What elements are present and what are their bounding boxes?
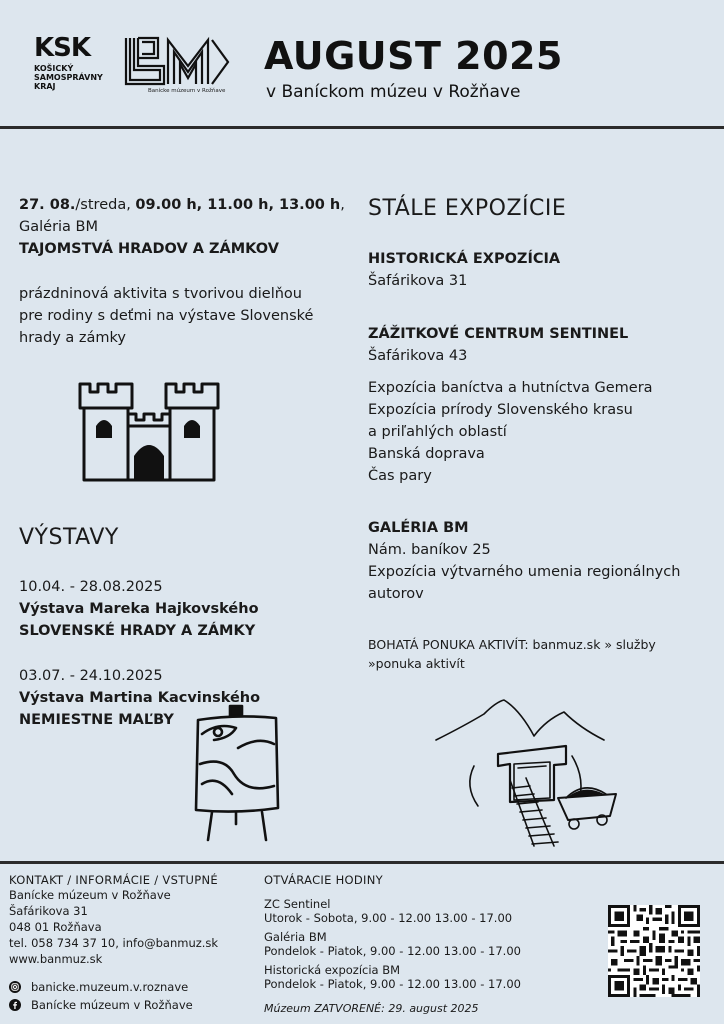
event-desc-2: pre rodiny s deťmi na výstave Slovenské xyxy=(19,308,314,324)
mine-icon xyxy=(434,696,618,852)
contact-line-2: Šafárikova 31 xyxy=(9,904,88,918)
gallery-address: Nám. baníkov 25 xyxy=(368,542,491,558)
hours-3-time: Pondelok - Piatok, 9.00 - 12.00 13.00 - 17.00 xyxy=(264,977,521,991)
painting-icon xyxy=(188,704,284,844)
closed-notice: Múzeum ZATVORENÉ: 29. august 2025 xyxy=(264,1002,479,1015)
offer-line-2[interactable]: »ponuka aktivít xyxy=(368,656,465,671)
sentinel-line-4: Banská doprava xyxy=(368,446,485,462)
exhibition-2-dates: 03.07. - 24.10.2025 xyxy=(19,668,163,684)
contact-line-4[interactable]: tel. 058 734 37 10, info@banmuz.sk xyxy=(9,936,219,950)
hours-1-time: Utorok - Sobota, 9.00 - 12.00 13.00 - 17.00 xyxy=(264,911,513,925)
permanent-heading: STÁLE EXPOZÍCIE xyxy=(368,196,567,221)
website-link[interactable]: www.banmuz.sk xyxy=(9,952,103,966)
hours-heading: OTVÁRACIE HODINY xyxy=(264,873,383,887)
event-place: Galéria BM xyxy=(19,219,99,235)
gallery-line-1: Expozícia výtvarného umenia regionálnych xyxy=(368,564,681,580)
exhibition-2-author: Výstava Martina Kacvinského xyxy=(19,690,261,706)
contact-line-3: 048 01 Rožňava xyxy=(9,920,102,934)
header-divider xyxy=(0,126,724,129)
sentinel-line-5: Čas pary xyxy=(368,468,432,484)
ksk-mark: KSK xyxy=(34,33,91,63)
hours-2-place: Galéria BM xyxy=(264,930,327,944)
gallery-line-2: autorov xyxy=(368,586,424,602)
contact-heading: KONTAKT / INFORMÁCIE / VSTUPNÉ xyxy=(9,873,218,887)
event-title: TAJOMSTVÁ HRADOV A ZÁMKOV xyxy=(19,241,279,257)
hours-2-time: Pondelok - Piatok, 9.00 - 12.00 13.00 - 17.00 xyxy=(264,944,521,958)
exhibition-1-author: Výstava Mareka Hajkovského xyxy=(19,601,259,617)
hours-1-place: ZC Sentinel xyxy=(264,897,331,911)
sentinel-line-3: a priľahlých oblastí xyxy=(368,424,507,440)
gallery-name: GALÉRIA BM xyxy=(368,520,469,536)
sentinel-line-2: Expozícia prírody Slovenského krasu xyxy=(368,402,633,418)
exhibition-1-name: SLOVENSKÉ HRADY A ZÁMKY xyxy=(19,623,256,639)
bm-logo xyxy=(124,36,230,96)
hours-3-place: Historická expozícia BM xyxy=(264,963,401,977)
historical-name: HISTORICKÁ EXPOZÍCIA xyxy=(368,251,561,267)
sentinel-line-1: Expozícia baníctva a hutníctva Gemera xyxy=(368,380,653,396)
event-desc-3: hrady a zámky xyxy=(19,330,127,346)
qr-code-icon[interactable] xyxy=(608,905,700,997)
castle-icon xyxy=(76,378,222,484)
exhibition-2-name: NEMIESTNE MAĽBY xyxy=(19,712,174,728)
event-desc-1: prázdninová aktivita s tvorivou dielňou xyxy=(19,286,302,302)
instagram-icon xyxy=(9,981,21,993)
instagram-link[interactable]: banicke.muzeum.v.roznave xyxy=(9,980,188,995)
offer-line-1[interactable]: BOHATÁ PONUKA AKTIVÍT: banmuz.sk » služby xyxy=(368,637,656,652)
page-subtitle: v Baníckom múzeu v Rožňave xyxy=(266,82,521,102)
facebook-icon xyxy=(9,999,21,1011)
footer-divider xyxy=(0,861,724,864)
sentinel-name: ZÁŽITKOVÉ CENTRUM SENTINEL xyxy=(368,326,629,342)
event-datetime: 27. 08./streda, 09.00 h, 11.00 h, 13.00 h, xyxy=(19,197,345,213)
page-title: AUGUST 2025 xyxy=(264,34,563,78)
exhibitions-heading: VÝSTAVY xyxy=(19,525,119,550)
bm-caption: Banícke múzeum v Rožňave xyxy=(148,88,226,94)
ksk-text: KOŠICKÝ SAMOSPRÁVNY KRAJ xyxy=(34,64,103,91)
facebook-link[interactable]: Banícke múzeum v Rožňave xyxy=(9,998,193,1013)
historical-address: Šafárikova 31 xyxy=(368,273,468,289)
contact-line-1: Banícke múzeum v Rožňave xyxy=(9,888,171,902)
exhibition-1-dates: 10.04. - 28.08.2025 xyxy=(19,579,163,595)
sentinel-address: Šafárikova 43 xyxy=(368,348,468,364)
ksk-logo xyxy=(34,34,114,91)
bm-logo-icon xyxy=(124,36,230,86)
